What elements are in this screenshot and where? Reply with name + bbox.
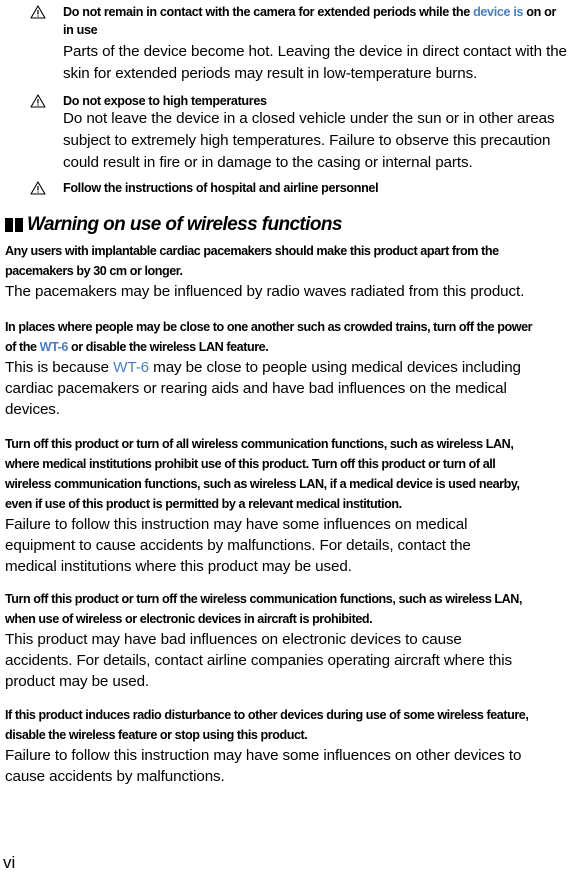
page-number: vi (3, 853, 16, 872)
warning-heading-line: wireless communication functions, such as wireless LAN, if a medical device is used nearby, (5, 477, 520, 491)
caution-triangle-icon (30, 94, 46, 108)
warning-heading-line: pacemakers by 30 cm or longer. (5, 264, 183, 278)
warning-heading-line: Turn off this product or turn off the wireless communication functions, such as wireless LAN, (5, 592, 522, 606)
warning-heading-line: In places where people may be close to one another such as crowded trains, turn off the power (5, 320, 533, 334)
warning-body-line: cardiac pacemakers or rearing aids and have bad influences on the medical (5, 380, 507, 397)
warning-body-line: This is because WT-6 may be close to people using medical devices including (5, 359, 521, 376)
wireless-warning-medical-institutions (5, 434, 582, 577)
caution-triangle-icon (30, 181, 46, 195)
warning-heading-line: when use of wireless or electronic devices in aircraft is prohibited. (5, 612, 373, 626)
caution-hospital-airline (30, 180, 582, 200)
section-marker-icon (5, 218, 24, 232)
warning-body-line: devices. (5, 401, 60, 418)
warning-body-line: product may be used. (5, 673, 150, 690)
warning-heading-line: If this product induces radio disturbance to other devices during use of some wireless feature, (5, 708, 529, 722)
wireless-warning-radio-disturbance (5, 705, 582, 787)
caution-title: Do not remain in contact with the camera for extended periods while the device is on or (63, 5, 557, 19)
warning-body-line: medical institutions where this product may be used. (5, 558, 352, 575)
warning-body-line: Failure to follow this instruction may have some influences on other devices to (5, 747, 522, 764)
warning-heading-line: Any users with implantable cardiac pacemakers should make this product apart from the (5, 244, 499, 258)
caution-title: Follow the instructions of hospital and airline personnel (63, 181, 379, 195)
product-name-highlight: WT-6 (113, 359, 150, 376)
warning-heading-line: of the WT-6 or disable the wireless LAN feature. (5, 340, 269, 354)
product-name-highlight: WT-6 (39, 340, 68, 354)
warning-body-line: equipment to cause accidents by malfunctions. For details, contact the (5, 537, 471, 554)
caution-title-line2: in use (63, 23, 98, 37)
warning-heading-line: Turn off this product or turn of all wireless communication functions, such as wireless LAN, (5, 437, 514, 451)
section-heading (5, 214, 342, 236)
section-title: Warning on use of wireless functions (27, 214, 342, 235)
warning-heading-line: where medical institutions prohibit use of this product. Turn off this product or turn of all (5, 457, 496, 471)
caution-triangle-icon (30, 5, 46, 19)
warning-heading-line: even if use of this product is permitted by a relevant medical institution. (5, 497, 402, 511)
caution-high-temperatures (30, 93, 582, 173)
caution-contact-heat (30, 4, 582, 84)
warning-body-line: Failure to follow this instruction may have some influences on medical (5, 516, 468, 533)
wireless-warning-aircraft (5, 589, 582, 692)
warning-body-line: This product may have bad influences on electronic devices to cause (5, 631, 462, 648)
wireless-warning-crowded-places (5, 317, 582, 420)
caution-title-highlight: device is (473, 5, 524, 19)
wireless-warning-pacemakers (5, 241, 582, 302)
warning-body-line: cause accidents by malfunctions. (5, 768, 225, 785)
caution-body: Do not leave the device in a closed vehicle under the sun or in other areas subject to extremely high temperatures. Failure to observe this precaution could result in fire or in damage to the casing or internal parts. (63, 110, 555, 171)
warning-body-line: The pacemakers may be influenced by radio waves radiated from this product. (5, 283, 525, 300)
warning-heading-line: disable the wireless feature or stop using this product. (5, 728, 308, 742)
caution-body: Parts of the device become hot. Leaving the device in direct contact with the skin for extended periods may result in low-temperature burns. (63, 43, 567, 82)
caution-title: Do not expose to high temperatures (63, 94, 267, 108)
warning-body-line: accidents. For details, contact airline companies operating aircraft where this (5, 652, 513, 669)
